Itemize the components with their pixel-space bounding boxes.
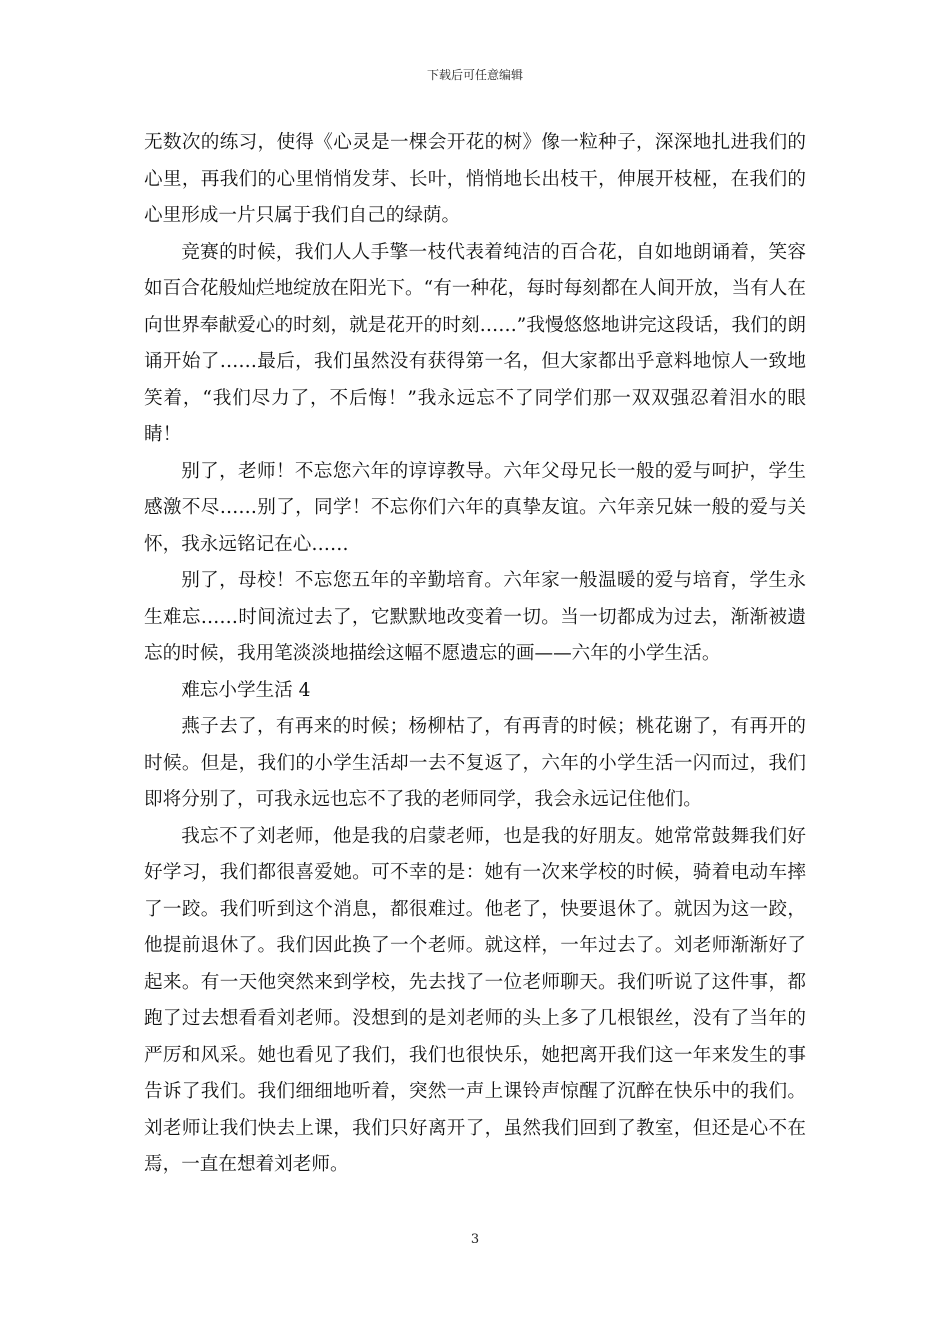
page-number: 3 xyxy=(470,1232,480,1247)
paragraph-1: 无数次的练习，使得《心灵是一棵会开花的树》像一粒种子，深深地扎进我们的心里，再我们的心里悄悄发芽、长叶，悄悄地长出枝干，伸展开枝桠，在我们的心里形成一片只属于我们自己的绿荫。 xyxy=(144,132,806,226)
paragraph-5: 燕子去了，有再来的时候；杨柳枯了，有再青的时候；桃花谢了，有再开的时候。但是，我们的小学生活却一去不复返了，六年的小学生活一闪而过，我们即将分别了，可我永远也忘不了我的老师同学，我会永远记住他们。 xyxy=(144,716,806,810)
section-heading: 难忘小学生活 4 xyxy=(181,679,311,701)
paragraph-3: 别了，老师！不忘您六年的谆谆教导。六年父母兄长一般的爱与呵护，学生感激不尽……别了，同学！不忘你们六年的真挚友谊。六年亲兄妹一般的爱与关怀，我永远铭记在心…… xyxy=(144,460,806,555)
page-header: 下载后可任意编辑 xyxy=(426,68,523,82)
document-body xyxy=(144,125,806,1184)
paragraph-4: 别了，母校！不忘您五年的辛勤培育。六年家一般温暖的爱与培育，学生永生难忘……时间流过去了，它默默地改变着一切。当一切都成为过去，渐渐被遗忘的时候，我用笔淡淡地描绘这幅不愿遗忘的画——六年的小学生活。 xyxy=(144,570,806,664)
paragraph-6: 我忘不了刘老师，他是我的启蒙老师，也是我的好朋友。她常常鼓舞我们好好学习，我们都很喜爱她。可不幸的是：她有一次来学校的时候，骑着电动车摔了一跤。我们听到这个消息，都很难过。他老了，快要退休了。就因为这一跤，他提前退休了。我们因此换了一个老师。就这样，一年过去了。刘老师渐渐好了起来。有一天他突然来到学校，先去找了一位老师聊天。我们听说了这件事，都跑了过去想看看刘老师。没想到的是刘老师的头上多了几根银丝，没有了当年的严厉和风采。她也看见了我们，我们也很快乐，她把离开我们这一年来发生的事告诉了我们。我们细细地听着，突然一声上课铃声惊醒了沉醉在快乐中的我们。刘老师让我们快去上课，我们只好离开了，虽然我们回到了教室，但还是心不在焉，一直在想着刘老师。 xyxy=(144,825,806,1175)
paragraph-2: 竞赛的时候，我们人人手擎一枝代表着纯洁的百合花，自如地朗诵着，笑容如百合花般灿烂地绽放在阳光下。“有一种花，每时每刻都在人间开放，当有人在向世界奉献爱心的时刻，就是花开的时刻……”我慢悠悠地讲完这段话，我们的朗诵开始了……最后，我们虽然没有获得第一名，但大家都出乎意料地惊人一致地笑着，“我们尽力了，不后悔！”我永远忘不了同学们那一双双强忍着泪水的眼睛！ xyxy=(144,241,806,445)
